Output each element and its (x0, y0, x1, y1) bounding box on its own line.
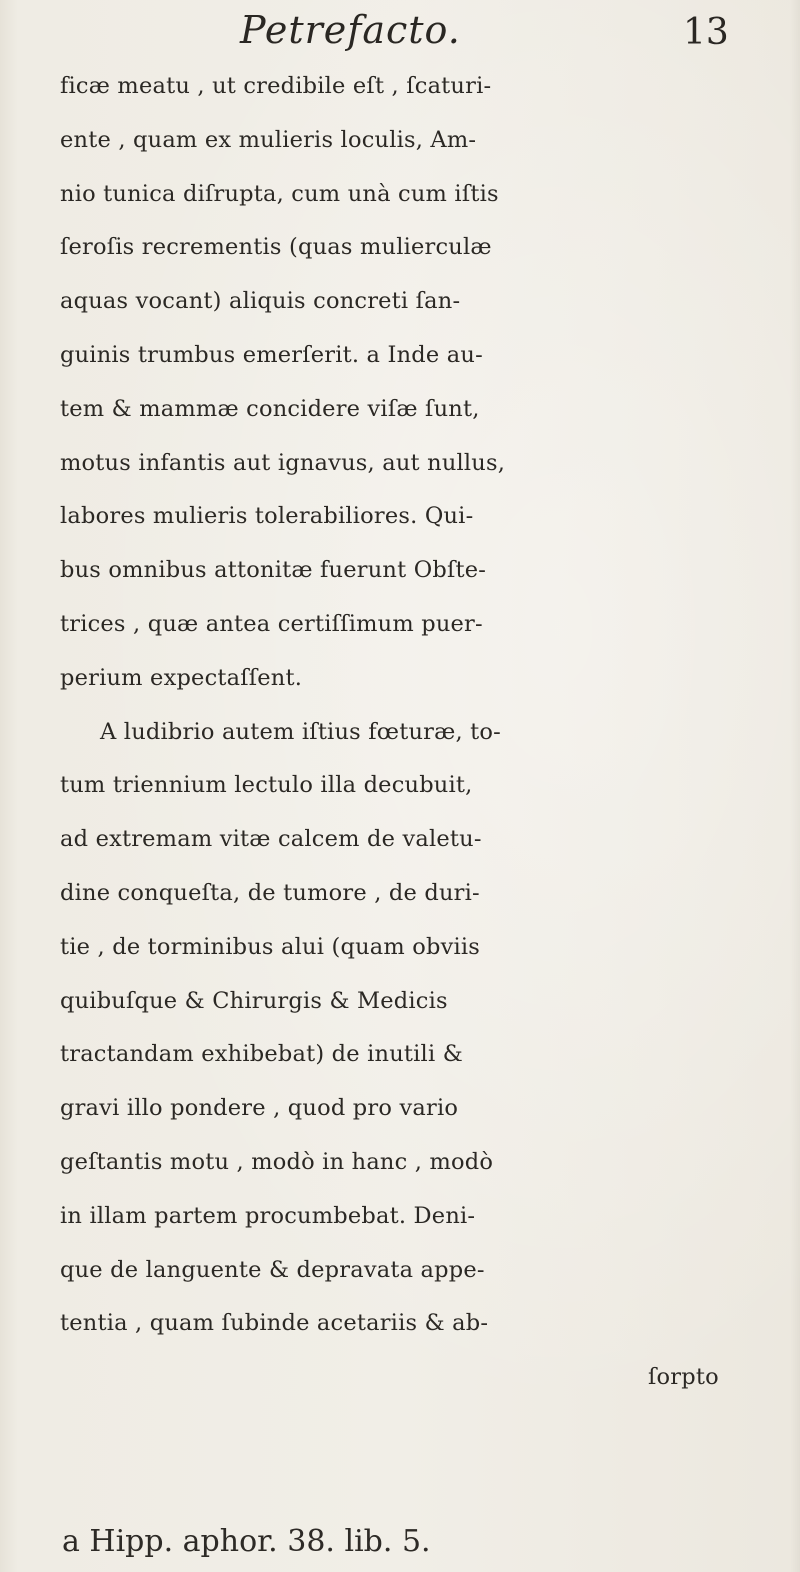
text-line: motus infantis aut ignavus, aut nullus, (60, 449, 506, 476)
page-number: 13 (683, 12, 729, 53)
running-title: Petrefacto. (240, 8, 461, 52)
text-line: tie , de torminibus alui (quam obviis (60, 933, 481, 960)
text-line: nio tunica diſrupta, cum unà cum iſtis (60, 180, 499, 207)
text-line: bus omnibus attonitæ fuerunt Obſte- (60, 557, 487, 584)
text-line: labores mulieris tolerabiliores. Qui- (60, 503, 474, 530)
page-header (0, 6, 800, 56)
text-line: tum triennium lectulo illa decubuit, (60, 772, 473, 799)
text-line: tem & mammæ concidere viſæ ſunt, (60, 395, 480, 422)
text-line: in illam partem procumbebat. Deni- (60, 1202, 476, 1229)
text-line: tractandam exhibebat) de inutili & (60, 1041, 463, 1068)
text-line: trices , quæ antea certiſſimum puer- (60, 610, 483, 637)
text-line: perium expectaſſent. (60, 664, 303, 691)
catchword: ſorpto (648, 1364, 719, 1391)
text-line: ſeroſis recrementis (quas mulierculæ (60, 234, 492, 261)
text-line: dine conqueſta, de tumore , de duri- (60, 879, 480, 906)
text-line: ad extremam vitæ calcem de valetu- (60, 826, 482, 853)
text-line: ficæ meatu , ut credibile eſt , ſcaturi- (60, 73, 492, 99)
text-line: geſtantis motu , modò in hanc , modò (60, 1148, 494, 1175)
body-text (60, 60, 800, 1405)
text-line: aquas vocant) aliquis concreti ſan- (60, 288, 461, 315)
text-line: guinis trumbus emerſerit. a Inde au- (60, 341, 483, 368)
text-line: ente , quam ex mulieris loculis, Am- (60, 126, 477, 153)
text-line: gravi illo pondere , quod pro vario (60, 1095, 459, 1122)
text-line: quibuſque & Chirurgis & Medicis (60, 987, 448, 1014)
text-line: que de languente & depravata appe- (60, 1256, 485, 1283)
paragraph-start-line: A ludibrio autem iſtius fœturæ, to- (100, 718, 501, 745)
text-line: tentia , quam ſubinde acetariis & ab- (60, 1310, 489, 1337)
footnote: a Hipp. aphor. 38. lib. 5. (62, 1524, 431, 1559)
